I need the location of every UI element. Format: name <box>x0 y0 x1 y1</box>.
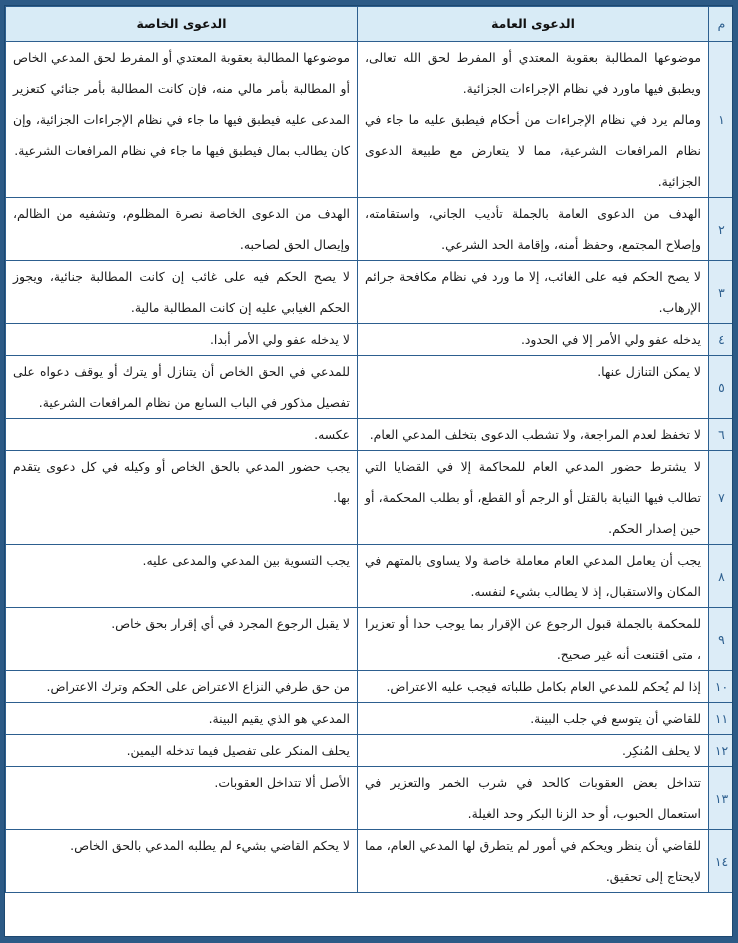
special-lawsuit-paragraph: لا يصح الحكم فيه على غائب إن كانت المطالبة جنائية، ويجوز الحكم الغيابي عليه إن كانت المطالبة مالية. <box>13 269 350 315</box>
special-lawsuit-cell <box>6 671 358 703</box>
special-lawsuit-paragraph: من حق طرفي النزاع الاعتراض على الحكم وترك الاعتراض. <box>46 679 350 694</box>
table-row <box>6 42 734 198</box>
row-number: ٩ <box>709 608 734 671</box>
general-lawsuit-cell <box>358 324 709 356</box>
general-lawsuit-cell <box>358 608 709 671</box>
row-number: ٤ <box>709 324 734 356</box>
table-row <box>6 419 734 451</box>
general-lawsuit-cell <box>358 198 709 261</box>
general-lawsuit-cell <box>358 767 709 830</box>
general-lawsuit-paragraph: للقاضي أن ينظر ويحكم في أمور لم يتطرق لها المدعي العام، مما لايحتاج إلى تحقيق. <box>365 838 701 884</box>
general-lawsuit-cell <box>358 42 709 198</box>
special-lawsuit-cell <box>6 324 358 356</box>
general-lawsuit-cell <box>358 261 709 324</box>
row-number: ٣ <box>709 261 734 324</box>
general-lawsuit-cell <box>358 671 709 703</box>
table-row <box>6 703 734 735</box>
general-lawsuit-cell <box>358 419 709 451</box>
special-lawsuit-cell <box>6 703 358 735</box>
table-row <box>6 451 734 545</box>
special-lawsuit-cell <box>6 608 358 671</box>
table-row <box>6 198 734 261</box>
special-lawsuit-paragraph: للمدعي في الحق الخاص أن يتنازل أو يترك أو يوقف دعواه على تفصيل مذكور في الباب السابع من نظام المرافعات الشرعية. <box>13 364 350 410</box>
row-number: ١٢ <box>709 735 734 767</box>
general-lawsuit-paragraph: للمحكمة بالجملة قبول الرجوع عن الإقرار بما يوجب حدا أو تعزيرا ، متى اقتنعت أنه غير صحيح. <box>365 616 701 662</box>
special-lawsuit-paragraph: موضوعها المطالبة بعقوبة المعتدي أو المفرط لحق المدعي الخاص أو المطالبة بأمر مالي منه، فإن كانت المطالبة بأمر جنائي كتعزير المدعى عليه فيطبق فيها ما جاء في نظام الإجراءات الجزائية، وإن كان يطالب بمال فيطبق فيها ما جاء في نظام المرافعات الشرعية. <box>13 50 350 158</box>
special-lawsuit-paragraph: الهدف من الدعوى الخاصة نصرة المظلوم، وتشفيه من الظالم، وإيصال الحق لصاحبه. <box>13 206 350 252</box>
special-lawsuit-cell <box>6 545 358 608</box>
general-lawsuit-paragraph: لا يحلف المُنكِر. <box>621 743 701 758</box>
special-lawsuit-cell <box>6 356 358 419</box>
special-lawsuit-paragraph: عكسه. <box>314 427 350 442</box>
special-lawsuit-paragraph: لا يحكم القاضي بشيء لم يطلبه المدعي بالحق الخاص. <box>70 838 350 853</box>
row-number: ٦ <box>709 419 734 451</box>
general-lawsuit-paragraph: الهدف من الدعوى العامة بالجملة تأديب الجاني، واستقامته، وإصلاح المجتمع، وحفظ أمنه، وإقامة الحد الشرعي. <box>365 206 701 252</box>
special-lawsuit-paragraph: يحلف المنكر على تفصيل فيما تدخله اليمين. <box>126 743 350 758</box>
table-row <box>6 324 734 356</box>
general-lawsuit-cell <box>358 356 709 419</box>
table-row <box>6 608 734 671</box>
general-lawsuit-paragraph: تتداخل بعض العقوبات كالحد في شرب الخمر والتعزير في استعمال الحبوب، أو حد الزنا البكر وحد الغيلة. <box>365 775 701 821</box>
general-lawsuit-cell <box>358 830 709 893</box>
comparison-table <box>5 6 733 893</box>
special-lawsuit-paragraph: يجب التسوية بين المدعي والمدعى عليه. <box>142 553 350 568</box>
special-lawsuit-cell <box>6 830 358 893</box>
general-lawsuit-paragraph: يدخله عفو ولي الأمر إلا في الحدود. <box>520 332 701 347</box>
table-row <box>6 261 734 324</box>
row-number: ١ <box>709 42 734 198</box>
general-lawsuit-cell <box>358 545 709 608</box>
special-lawsuit-paragraph: لا يقبل الرجوع المجرد في أي إقرار بحق خاص. <box>111 616 350 631</box>
special-lawsuit-paragraph: لا يدخله عفو ولي الأمر أبدا. <box>209 332 350 347</box>
special-lawsuit-cell <box>6 261 358 324</box>
special-lawsuit-paragraph: الأصل ألا تتداخل العقوبات. <box>214 775 350 790</box>
header-general-lawsuit: الدعوى العامة <box>358 7 709 42</box>
general-lawsuit-paragraph: يجب أن يعامل المدعي العام معاملة خاصة ولا يساوى بالمتهم في المكان والاستقبال، إذ لا يطالب بشيء لنفسه. <box>365 553 701 599</box>
special-lawsuit-cell <box>6 419 358 451</box>
table-row <box>6 830 734 893</box>
header-row <box>6 7 734 42</box>
row-number: ٥ <box>709 356 734 419</box>
general-lawsuit-cell <box>358 703 709 735</box>
general-lawsuit-paragraph: لا يصح الحكم فيه على الغائب، إلا ما ورد في نظام مكافحة جرائم الإرهاب. <box>365 269 701 315</box>
row-number: ٢ <box>709 198 734 261</box>
general-lawsuit-paragraph: ومالم يرد في نظام الإجراءات من أحكام فيطبق عليه ما جاء في نظام المرافعات الشرعية، مما لا يتعارض مع طبيعة الدعوى الجزائية. <box>365 112 701 189</box>
row-number: ١٣ <box>709 767 734 830</box>
special-lawsuit-cell <box>6 767 358 830</box>
table-row <box>6 356 734 419</box>
table-row <box>6 545 734 608</box>
general-lawsuit-paragraph: لا يمكن التنازل عنها. <box>597 364 701 379</box>
special-lawsuit-cell <box>6 42 358 198</box>
row-number: ١٤ <box>709 830 734 893</box>
row-number: ٧ <box>709 451 734 545</box>
general-lawsuit-paragraph: لا يشترط حضور المدعي العام للمحاكمة إلا في القضايا التي تطالب فيها النيابة بالقتل أو الرجم أو القطع، أو بطلب المحكمة، أو حين إصدار الحكم. <box>365 459 701 536</box>
general-lawsuit-paragraph: للقاضي أن يتوسع في جلب البينة. <box>530 711 701 726</box>
special-lawsuit-paragraph: المدعي هو الذي يقيم البينة. <box>208 711 350 726</box>
general-lawsuit-cell <box>358 735 709 767</box>
general-lawsuit-cell <box>358 451 709 545</box>
header-number: م <box>709 7 734 42</box>
general-lawsuit-paragraph: لا تخفظ لعدم المراجعة، ولا تشطب الدعوى بتخلف المدعي العام. <box>369 427 701 442</box>
table-row <box>6 767 734 830</box>
row-number: ٨ <box>709 545 734 608</box>
header-special-lawsuit: الدعوى الخاصة <box>6 7 358 42</box>
comparison-sheet <box>4 5 733 937</box>
special-lawsuit-paragraph: يجب حضور المدعي بالحق الخاص أو وكيله في كل دعوى يتقدم بها. <box>13 459 350 505</box>
row-number: ١١ <box>709 703 734 735</box>
table-row <box>6 671 734 703</box>
special-lawsuit-cell <box>6 198 358 261</box>
special-lawsuit-cell <box>6 735 358 767</box>
table-row <box>6 735 734 767</box>
special-lawsuit-cell <box>6 451 358 545</box>
row-number: ١٠ <box>709 671 734 703</box>
general-lawsuit-paragraph: إذا لم يُحكم للمدعي العام بكامل طلباته فيجب عليه الاعتراض. <box>386 679 701 694</box>
general-lawsuit-paragraph: موضوعها المطالبة بعقوبة المعتدي أو المفرط لحق الله تعالى، ويطبق فيها ماورد في نظام الإجراءات الجزائية. <box>365 50 701 96</box>
